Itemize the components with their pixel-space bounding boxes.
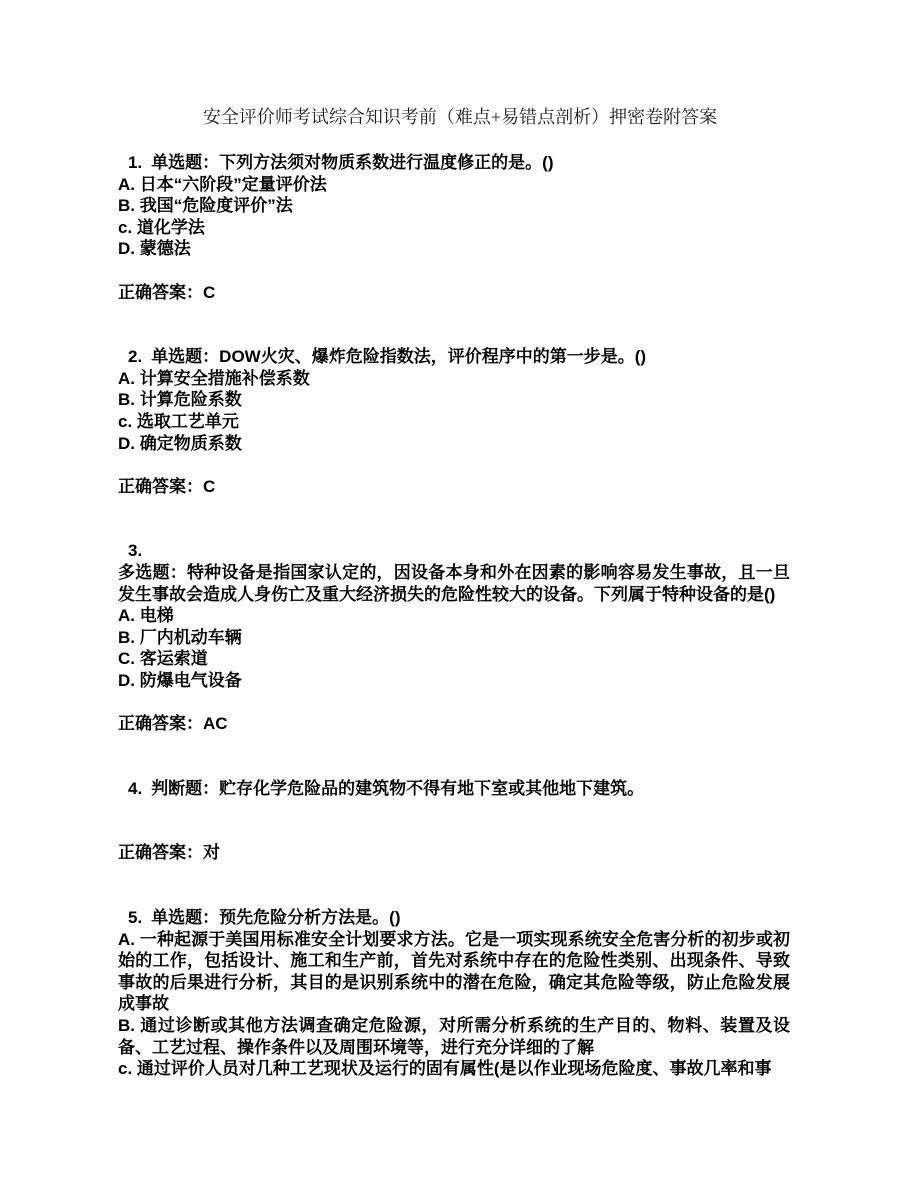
question-option: c. 选取工艺单元 [118, 411, 239, 431]
question-option: c. 通过评价人员对几种工艺现状及运行的固有属性(是以作业现场危险度、事故几率和事 [118, 1059, 772, 1079]
question-option: A. 计算安全措施补偿系数 [118, 368, 310, 388]
question-option: A. 日本“六阶段”定量评价法 [118, 174, 327, 194]
document-title: 安全评价师考试综合知识考前（难点+易错点剖析）押密卷附答案 [202, 107, 718, 127]
question-stem: 多选题：特种设备是指国家认定的，因设备本身和外在因素的影响容易发生事故，且一旦发生事故会造成人身伤亡及重大经济损失的危险性较大的设备。下列属于特种设备的是() [118, 562, 790, 604]
question-option: c. 道化学法 [118, 217, 205, 237]
question-stem: 单选题：预先危险分析方法是。() [151, 908, 401, 928]
answer-value: C [203, 476, 216, 496]
question-stem: 判断题：贮存化学危险品的建筑物不得有地下室或其他地下建筑。 [151, 778, 645, 798]
question-number: 4. [128, 778, 143, 798]
questions-container [118, 152, 790, 1080]
question-block [118, 778, 790, 864]
question-number: 2. [128, 347, 143, 367]
question-block [118, 346, 790, 497]
question-option: B. 我国“危险度评价”法 [118, 196, 293, 216]
answer-label: 正确答案： [118, 282, 203, 302]
answer-line [118, 713, 790, 735]
question-header [118, 907, 790, 929]
question-block [118, 907, 790, 1080]
question-option: B. 计算危险系数 [118, 390, 242, 410]
question-option: D. 防爆电气设备 [118, 670, 242, 690]
question-option: D. 确定物质系数 [118, 433, 242, 453]
answer-line [118, 282, 790, 304]
question-header [118, 778, 790, 800]
answer-value: AC [203, 714, 228, 734]
question-option: D. 蒙德法 [118, 239, 191, 259]
answer-value: C [203, 282, 216, 302]
answer-label: 正确答案： [118, 843, 203, 863]
question-stem: 单选题：DOW火灾、爆炸危险指数法，评价程序中的第一步是。() [151, 347, 647, 367]
question-stem: 单选题：下列方法须对物质系数进行温度修正的是。() [151, 153, 554, 172]
question-header [118, 152, 790, 174]
question-header [118, 346, 790, 368]
question-option: A. 一种起源于美国用标准安全计划要求方法。它是一项实现系统安全危害分析的初步或初始的工作，包括设计、施工和生产前，首先对系统中存在的危险性类别、出现条件、导致事故的后果进行分析，其目的是识别系统中的潜在危险，确定其危险等级，防止危险发展成事故 [118, 929, 790, 1014]
answer-label: 正确答案： [118, 476, 203, 496]
question-number: 1. [128, 153, 143, 172]
question-block [118, 152, 790, 303]
question-option: B. 厂内机动车辆 [118, 627, 242, 647]
question-option: A. 电梯 [118, 606, 174, 626]
answer-line [118, 476, 790, 498]
question-number: 5. [128, 908, 143, 928]
question-option: B. 通过诊断或其他方法调查确定危险源，对所需分析系统的生产目的、物料、装置及设备、工艺过程、操作条件以及周围环境等，进行充分详细的了解 [118, 1016, 790, 1057]
answer-value: 对 [203, 843, 220, 863]
question-option: C. 客运索道 [118, 649, 208, 669]
answer-line [118, 842, 790, 864]
question-block [118, 540, 790, 734]
answer-label: 正确答案： [118, 714, 203, 734]
question-number: 3. [128, 541, 143, 561]
